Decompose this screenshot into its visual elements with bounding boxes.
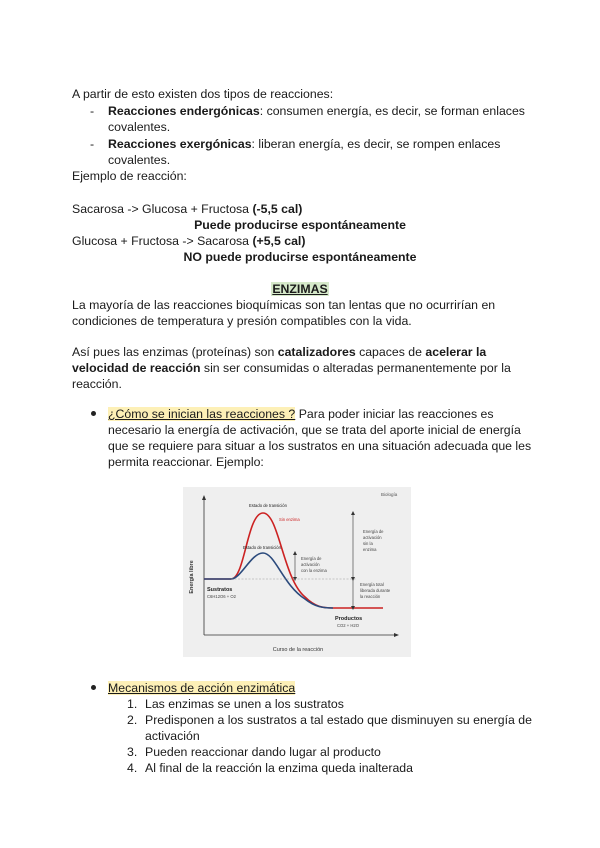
list-item-1: Las enzimas se unen a los sustratos [145,697,344,711]
ea-no-line-1: Energía de [363,529,384,534]
paragraph-1-line-1: La mayoría de las reacciones bioquímicas son tan lentas que no ocurrirían en [72,298,496,312]
bullet-1-line-2: necesario la energía de activación, que se trata del aporte inicial de energía [108,423,521,437]
no-enzyme-label: Sin enzima [279,517,300,522]
dash-marker: - [90,104,95,118]
reaction-1-note: Puede producirse espontáneamente [194,218,406,232]
ea-with-line-3: con la enzima [301,568,327,573]
paragraph-2-line-1 [72,344,486,360]
p2-f: sin ser consumidas o alteradas permanentemente por la [200,361,511,375]
reaction-1-value: (-5,5 cal) [252,202,303,216]
ea-no-line-3: sin la [363,541,373,546]
delta-line-1: Energía total [360,582,384,587]
term-exergonic: Reacciones exergónicas [108,137,252,151]
dash-marker: - [90,137,95,151]
section-heading [0,281,600,297]
substrates-label: Sustratos [207,587,233,593]
y-axis-label: Energía libre [189,560,195,594]
paragraph-2-line-2 [72,360,511,376]
list-number: 2. [127,713,138,727]
bullet-dot [91,411,96,416]
desc-endergonic: : consumen energía, es decir, se forman enlaces [259,104,525,118]
p2-acelerar: acelerar la [425,345,487,359]
list-item-2: Predisponen a los sustratos a tal estado que disminuyen su energía de [145,713,532,727]
paragraph-1-line-2: condiciones de temperatura y presión compatibles con la vida. [72,314,412,328]
delta-line-2: liberada durante [360,588,391,593]
ea-with-line-1: Energía de [301,556,322,561]
delta-line-3: la reacción [360,594,381,599]
how-reactions-start-link[interactable]: ¿Cómo se inician las reacciones ? [108,407,296,421]
substrates-formula: C6H12O6 + O2 [207,594,236,599]
reaction-1-text: Sacarosa -> Glucosa + Fructosa [72,202,253,216]
products-formula: CO2 + H2O [337,623,359,628]
p2-c: capaces de [355,345,426,359]
bullet-1-line-4: permita reaccionar. Ejemplo: [108,455,264,469]
p2-a: Así pues las enzimas (proteínas) son [72,345,278,359]
ea-with-enzyme-arrowhead [293,551,297,555]
reaction-2-text: Glucosa + Fructosa -> Sacarosa [72,234,253,248]
bullet-1-first: Para poder iniciar las reacciones es [295,407,494,421]
example-label: Ejemplo de reacción: [72,169,187,183]
x-axis-arrow [394,633,399,637]
list-number: 3. [127,745,138,759]
reaction-2 [72,233,305,249]
list-item-3: Pueden reaccionar dando lugar al producto [145,745,381,759]
bullet-2-line [108,680,295,696]
bullet-1-line-3: que se requiere para situar a los sustratos en una situación adecuada que les [108,439,532,453]
type-exergonic [108,136,500,152]
type-endergonic-cont: covalentes. [108,120,171,134]
enzyme-transition-label: Estado de transición [243,545,281,550]
activation-energy-diagram [183,487,411,657]
enzimas-heading: ENZIMAS [272,282,328,296]
p2-velocidad: velocidad de reacción [72,361,201,375]
activation-energy-figure [183,487,411,657]
ea-no-enzyme-arrowhead [351,511,355,515]
products-label: Productos [335,616,363,622]
term-endergonic: Reacciones endergónicas [108,104,260,118]
bullet-1-line-1 [108,406,494,422]
list-item-2-cont: activación [145,729,200,743]
list-item-4: Al final de la reacción la enzima queda inalterada [145,761,413,775]
type-exergonic-cont: covalentes. [108,153,171,167]
reaction-2-note: NO puede producirse espontáneamente [183,250,417,264]
paragraph-2-line-3: reacción. [72,377,122,391]
type-endergonic [108,103,525,119]
intro-text: A partir de esto existen dos tipos de reacciones: [72,87,334,101]
figure-corner-label: Biología [381,492,398,497]
ea-with-line-2: activación [301,562,320,567]
ea-no-line-4: enzima [363,547,377,552]
reaction-1 [72,201,302,217]
list-number: 1. [127,697,138,711]
desc-exergonic: : liberan energía, es decir, se rompen enlaces [251,137,501,151]
ea-no-line-2: activación [363,535,382,540]
p2-catalizadores: catalizadores [277,345,356,359]
peak-label: Estado de transición [249,503,287,508]
list-number: 4. [127,761,138,775]
x-axis-label: Curso de la reacción [272,647,324,653]
mechanisms-link[interactable]: Mecanismos de acción enzimática [108,681,296,695]
reaction-2-value: (+5,5 cal) [252,234,306,248]
y-axis-arrow [202,495,206,500]
bullet-dot [91,685,96,690]
